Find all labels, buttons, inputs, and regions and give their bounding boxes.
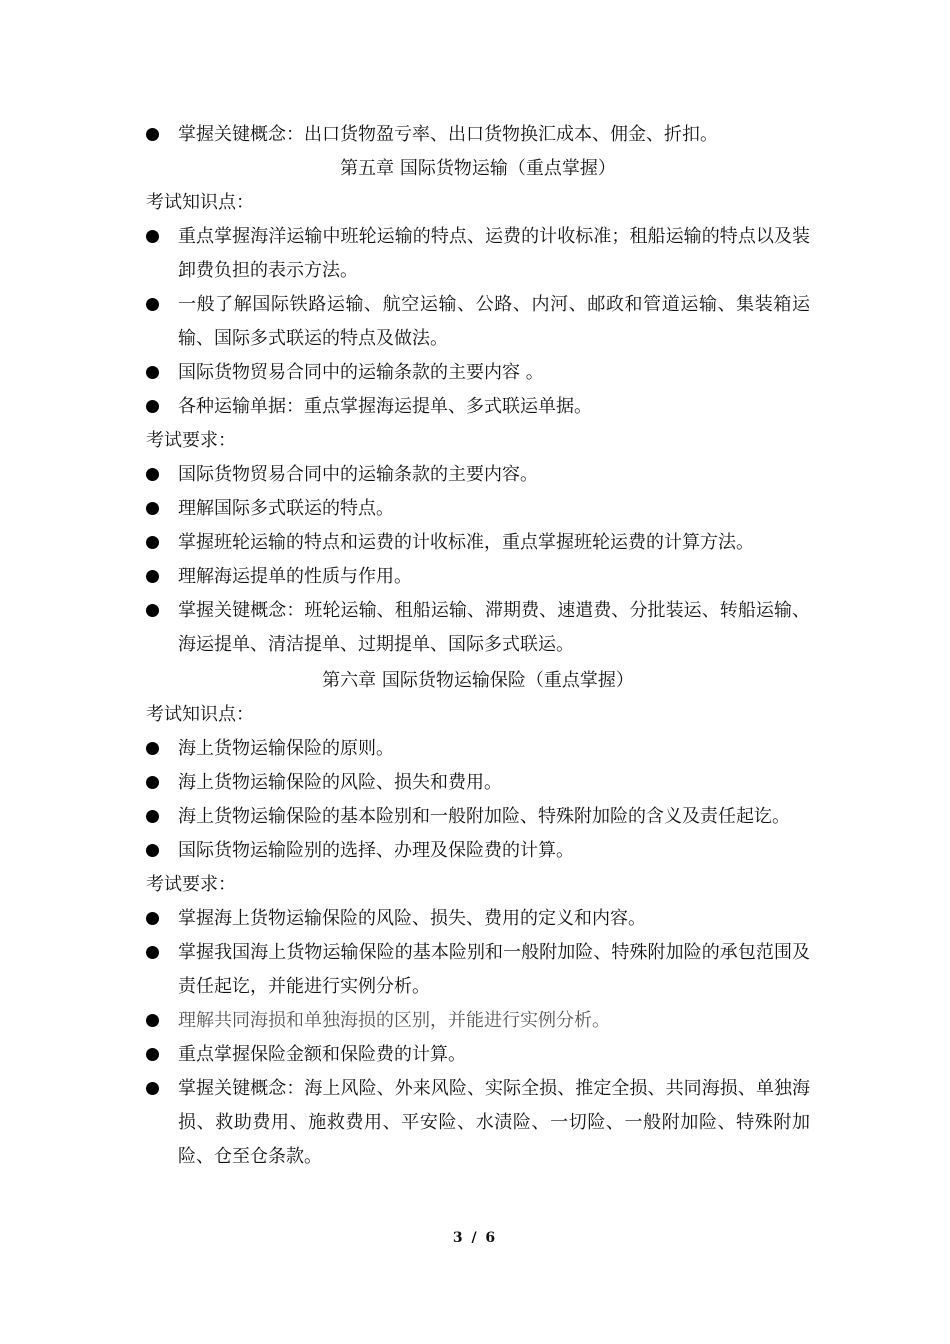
bullet-dot-icon xyxy=(146,400,159,413)
bullet-dot-icon xyxy=(146,366,159,379)
bullet-item: 海上货物运输保险的基本险别和一般附加险、特殊附加险的含义及责任起讫。 xyxy=(146,800,810,834)
page-number: 3 / 6 xyxy=(452,1230,498,1246)
bullet-item: 各种运输单据：重点掌握海运提单、多式联运单据。 xyxy=(146,390,810,424)
bullet-item: 理解共同海损和单独海损的区别，并能进行实例分析。 xyxy=(146,1004,810,1038)
bullet-dot-icon xyxy=(146,604,159,617)
bullet-dot-icon xyxy=(146,230,159,243)
bullet-item: 海上货物运输保险的原则。 xyxy=(146,732,810,766)
chapter5-knowledge-label: 考试知识点： xyxy=(146,192,254,213)
bullet-dot-icon xyxy=(146,570,159,583)
page-content xyxy=(146,118,810,1174)
bullet-dot-icon xyxy=(146,912,159,925)
bullet-dot-icon xyxy=(146,1082,159,1095)
bullet-item: 掌握关键概念：出口货物盈亏率、出口货物换汇成本、佣金、折扣。 xyxy=(146,118,810,152)
bullet-item: 国际货物贸易合同中的运输条款的主要内容 。 xyxy=(146,356,810,390)
chapter5-title: 第五章 国际货物运输（重点掌握） xyxy=(340,158,616,179)
bullet-item: 国际货物运输险别的选择、办理及保险费的计算。 xyxy=(146,834,810,868)
bullet-item: 理解海运提单的性质与作用。 xyxy=(146,560,810,594)
chapter6-knowledge-label: 考试知识点： xyxy=(146,704,254,725)
bullet-dot-icon xyxy=(146,502,159,515)
bullet-item: 掌握关键概念：海上风险、外来风险、实际全损、推定全损、共同海损、单独海损、救助费用、施救费用、平安险、水渍险、一切险、一般附加险、特殊附加险、仓至仓条款。 xyxy=(146,1072,810,1174)
bullet-dot-icon xyxy=(146,298,159,311)
bullet-item: 海上货物运输保险的风险、损失和费用。 xyxy=(146,766,810,800)
chapter6-title: 第六章 国际货物运输保险（重点掌握） xyxy=(322,670,634,691)
bullet-item: 掌握关键概念：班轮运输、租船运输、滞期费、速遣费、分批装运、转船运输、海运提单、清洁提单、过期提单、国际多式联运。 xyxy=(146,594,810,662)
bullet-item: 重点掌握保险金额和保险费的计算。 xyxy=(146,1038,810,1072)
bullet-dot-icon xyxy=(146,742,159,755)
bullet-item: 掌握班轮运输的特点和运费的计收标准，重点掌握班轮运费的计算方法。 xyxy=(146,526,810,560)
bullet-dot-icon xyxy=(146,468,159,481)
chapter5-requirements-label: 考试要求： xyxy=(146,430,236,451)
bullet-item: 掌握海上货物运输保险的风险、损失、费用的定义和内容。 xyxy=(146,902,810,936)
chapter6-requirements-label: 考试要求： xyxy=(146,874,236,895)
bullet-item: 国际货物贸易合同中的运输条款的主要内容。 xyxy=(146,458,810,492)
bullet-dot-icon xyxy=(146,810,159,823)
bullet-dot-icon xyxy=(146,946,159,959)
bullet-item: 理解国际多式联运的特点。 xyxy=(146,492,810,526)
bullet-dot-icon xyxy=(146,1048,159,1061)
bullet-dot-icon xyxy=(146,776,159,789)
bullet-dot-icon xyxy=(146,128,159,141)
bullet-item: 掌握我国海上货物运输保险的基本险别和一般附加险、特殊附加险的承包范围及责任起讫，并能进行实例分析。 xyxy=(146,936,810,1004)
bullet-item: 重点掌握海洋运输中班轮运输的特点、运费的计收标准；租船运输的特点以及装卸费负担的表示方法。 xyxy=(146,220,810,288)
bullet-item: 一般了解国际铁路运输、航空运输、公路、内河、邮政和管道运输、集装箱运输、国际多式联运的特点及做法。 xyxy=(146,288,810,356)
bullet-dot-icon xyxy=(146,844,159,857)
bullet-dot-icon xyxy=(146,536,159,549)
bullet-dot-icon xyxy=(146,1014,159,1027)
